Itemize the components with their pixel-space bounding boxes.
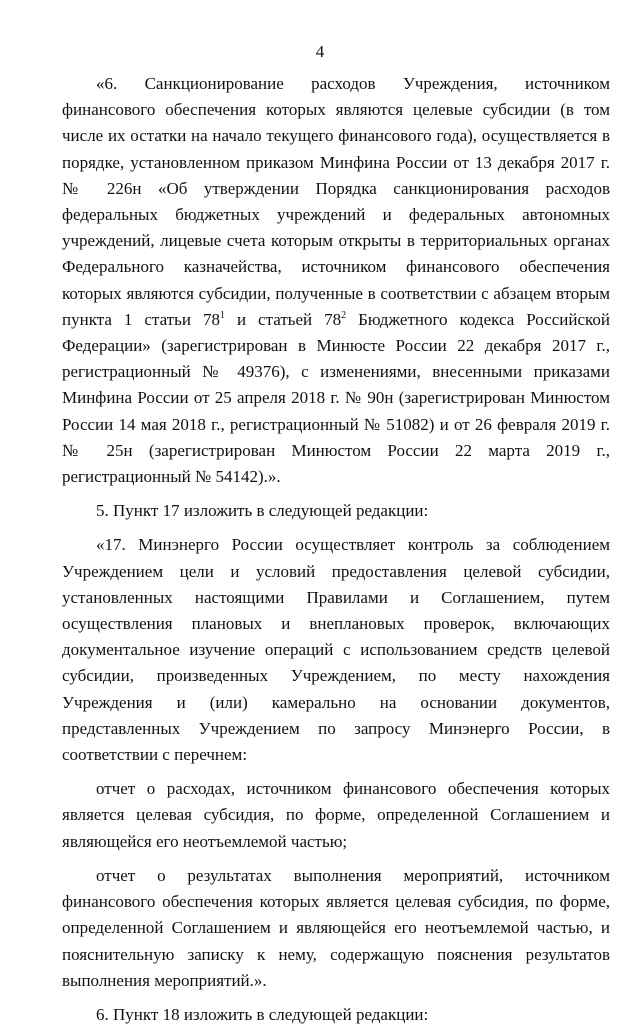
superscript-2: 2: [341, 309, 347, 321]
paragraph-item-6: 6. Пункт 18 изложить в следующей редакции:: [96, 1004, 429, 1024]
paragraph-report-results: отчет о результатах выполнения мероприятий, источником финансового обеспечения которых является целевая субсидия, по форме, определенной Соглашением и являющейся его неотъемлемой частью, и пояснительную записку к нему, содержащую пояснения результатов выполнения мероприятий.».: [62, 865, 610, 990]
document-body: [62, 71, 610, 1028]
paragraph-report-expenses: отчет о расходах, источником финансового обеспечения которых является целевая субсидия, по форме, определенной Соглашением и являющейся его неотъемлемой частью;: [62, 779, 610, 851]
paragraph-item-5: 5. Пункт 17 изложить в следующей редакции:: [96, 501, 429, 521]
page-number: 4: [315, 42, 325, 61]
paragraph-17: «17. Минэнерго России осуществляет контроль за соблюдением Учреждением цели и условий предоставления целевой субсидии, установленных настоящими Правилами и Соглашением, путем осуществления плановых и внеплановых проверок, включающих документальное изучение операций с использованием средств целевой субсидии, произведенных Учреждением, по месту нахождения Учреждения и (или) камерально на основании документов, представленных Учреждением по запросу Минэнерго России, в соответствии с перечнем:: [62, 535, 610, 765]
paragraph-6: «6. Санкционирование расходов Учреждения, источником финансового обеспечения которых являются целевые субсидии (в том числе их остатки на начало текущего финансового года), осуществляется в порядке, установленном приказом Минфина России от 13 декабря 2017 г. № 226н «Об утверждении Порядка санкционирования расходов федеральных бюджетных учреждений и федеральных автономных учреждений, лицевые счета которым открыты в территориальных органах Федерального казначейства, источником финансового обеспечения которых являются субсидии, полученные в соответствии с абзацем вторым пункта 1 статьи $78^1$ и статьей $78^2$ Бюджетного кодекса Российской Федерации» (зарегистрирован в Минюсте России 22 декабря 2017 г., регистрационный № 49376), с изменениями, внесенными приказами Минфина России от 25 апреля 2018 г. № 90н (зарегистрирован Минюстом России 14 мая 2018 г., регистрационный № 51082) и от 26 февраля 2019 г. № 25н (зарегистрирован Минюстом России 22 марта 2019 г., регистрационный № 54142).».: [62, 74, 611, 487]
superscript-1: 1: [219, 309, 225, 321]
